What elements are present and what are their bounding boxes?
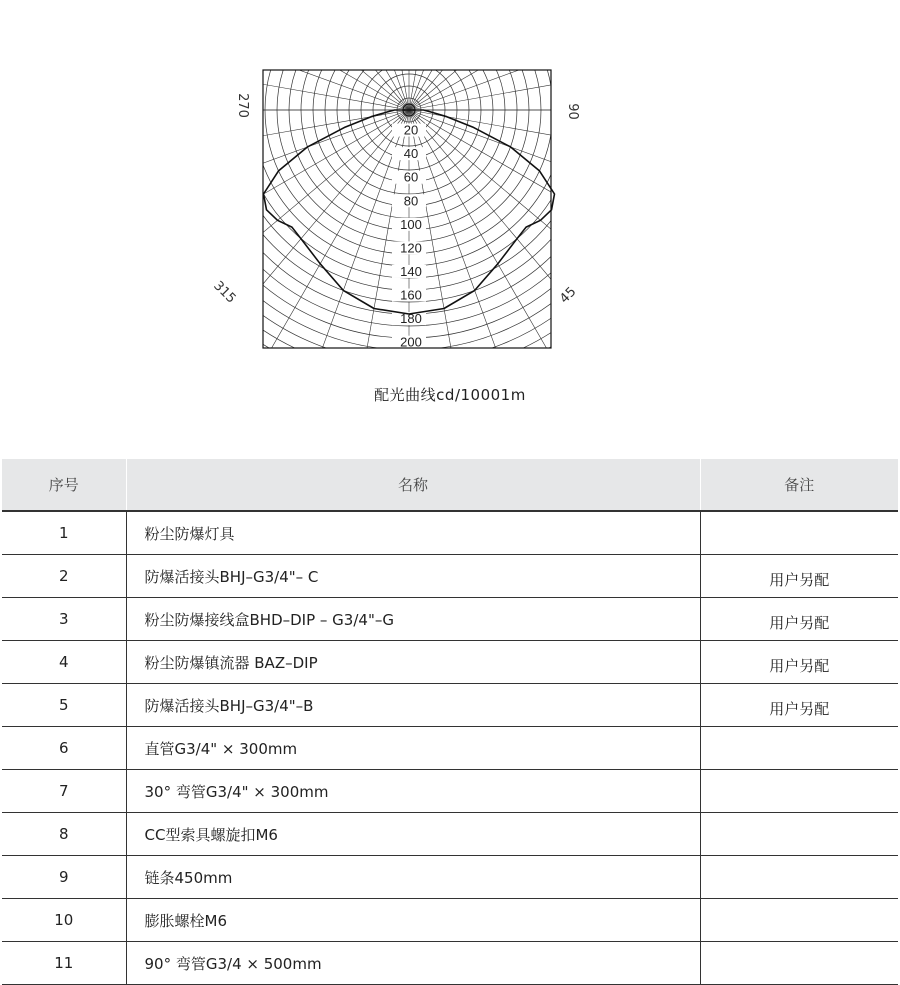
header-note: 备注 <box>700 459 898 511</box>
grid-spoke <box>0 110 409 410</box>
grid-spoke <box>0 6 409 110</box>
row-name: 防爆活接头BHJ–G3/4"– C <box>126 555 700 598</box>
radial-tick-label: 180 <box>400 311 422 327</box>
row-name: 粉尘防爆镇流器 BAZ–DIP <box>126 641 700 684</box>
row-note <box>700 511 898 555</box>
grid-spoke <box>409 110 900 214</box>
grid-spoke <box>409 0 900 110</box>
row-number: 6 <box>2 727 126 770</box>
row-name: 膨胀螺栓M6 <box>126 899 700 942</box>
radial-tick-label: 120 <box>400 240 422 256</box>
row-note <box>700 899 898 942</box>
radial-tick-label: 80 <box>403 193 419 209</box>
row-number: 3 <box>2 598 126 641</box>
row-name: 粉尘防爆接线盒BHD–DIP – G3/4"–G <box>126 598 700 641</box>
grid-spoke <box>409 110 869 496</box>
row-name: 90° 弯管G3/4 × 500mm <box>126 942 700 985</box>
radial-tick-label: 20 <box>403 122 419 138</box>
grid-spoke <box>0 0 409 110</box>
row-number: 1 <box>2 511 126 555</box>
row-number: 5 <box>2 684 126 727</box>
polar-grid <box>200 60 620 360</box>
grid-spoke <box>0 110 409 315</box>
row-name: CC型索具螺旋扣M6 <box>126 813 700 856</box>
row-number: 10 <box>2 899 126 942</box>
parts-table <box>2 459 898 985</box>
grid-spoke <box>409 0 614 110</box>
table-row <box>2 555 898 598</box>
grid-spoke <box>409 110 900 315</box>
grid-spoke <box>409 0 513 110</box>
radial-tick-label: 200 <box>400 334 422 350</box>
header-no: 序号 <box>2 459 126 511</box>
row-name: 链条450mm <box>126 856 700 899</box>
row-note: 用户另配 <box>700 555 898 598</box>
table-row <box>2 684 898 727</box>
table-row <box>2 813 898 856</box>
table-row <box>2 899 898 942</box>
row-name: 防爆活接头BHJ–G3/4"–B <box>126 684 700 727</box>
radial-tick-label: 100 <box>400 216 422 232</box>
row-note: 用户另配 <box>700 641 898 684</box>
grid-spoke <box>0 0 409 110</box>
row-note <box>700 727 898 770</box>
row-note <box>700 770 898 813</box>
row-name: 30° 弯管G3/4" × 300mm <box>126 770 700 813</box>
row-name: 直管G3/4" × 300mm <box>126 727 700 770</box>
grid-spoke <box>409 110 900 410</box>
grid-spoke <box>0 0 409 110</box>
angle-label-315: 315 <box>210 278 239 307</box>
polar-chart <box>200 60 620 360</box>
grid-spoke <box>409 0 900 110</box>
table-row <box>2 511 898 555</box>
row-number: 4 <box>2 641 126 684</box>
grid-spoke <box>409 0 869 110</box>
row-note: 用户另配 <box>700 598 898 641</box>
row-note <box>700 942 898 985</box>
radial-tick-label: 40 <box>403 146 419 162</box>
header-name: 名称 <box>126 459 700 511</box>
chart-caption: 配光曲线cd/10001m <box>374 386 526 404</box>
radial-tick-label: 140 <box>400 263 422 279</box>
row-number: 8 <box>2 813 126 856</box>
table-row <box>2 856 898 899</box>
table-row <box>2 727 898 770</box>
row-note <box>700 813 898 856</box>
table-row <box>2 598 898 641</box>
row-number: 7 <box>2 770 126 813</box>
row-note <box>700 856 898 899</box>
table-row <box>2 942 898 985</box>
radial-tick-label: 160 <box>400 287 422 303</box>
row-number: 11 <box>2 942 126 985</box>
row-number: 2 <box>2 555 126 598</box>
table-header-row <box>2 459 898 511</box>
angle-label-45: 45 <box>557 284 580 307</box>
radial-tick-label: 60 <box>403 169 419 185</box>
grid-spoke <box>305 0 409 110</box>
row-note: 用户另配 <box>700 684 898 727</box>
row-number: 9 <box>2 856 126 899</box>
angle-label-270: 270 <box>234 93 250 118</box>
angle-label-90: 90 <box>564 103 580 120</box>
table-row <box>2 770 898 813</box>
row-name: 粉尘防爆灯具 <box>126 511 700 555</box>
table-row <box>2 641 898 684</box>
grid-spoke <box>409 6 900 110</box>
